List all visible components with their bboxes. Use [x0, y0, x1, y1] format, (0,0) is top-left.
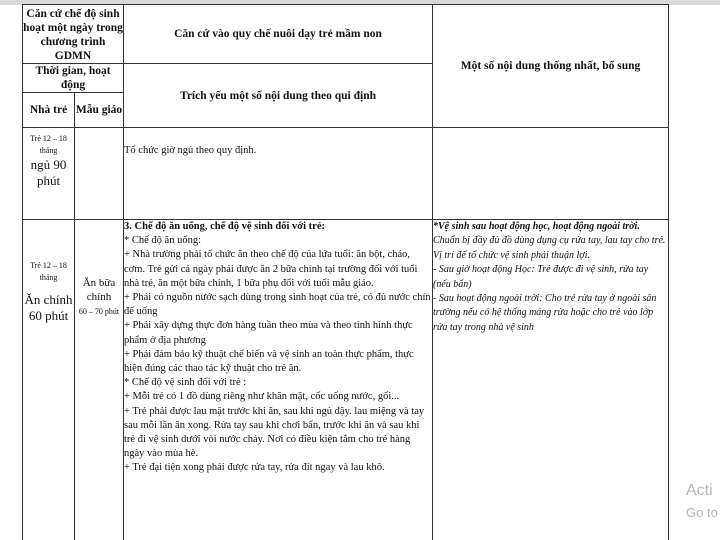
note-heading: *Vệ sinh sau hoạt động học, hoạt động ngoài trời.	[433, 221, 640, 232]
regulation-table	[22, 4, 669, 540]
watermark-line2: Go to	[686, 505, 718, 520]
list-item: + Phải đảm bảo kỹ thuật chế biến và vệ sinh an toàn thực phẩm, thực hiện đúng các thao tác kỹ thuật cho trẻ ăn.	[124, 348, 414, 375]
row2-mg-activity: Ăn bữa chính	[82, 277, 116, 303]
list-item: - Sau hoạt động ngoài trời: Cho trẻ rửa tay ở ngoài sân trường nếu có hệ thống máng rửa hoặc cho trẻ vào lớp rửa tay trong nhà vệ sinh	[433, 293, 657, 333]
row2-kindergarten-cell	[75, 220, 124, 540]
nha-tre-cell	[23, 93, 75, 128]
row1-kindergarten-cell	[75, 128, 124, 220]
watermark-line1: Acti	[686, 482, 713, 499]
row2-mg-duration: 60 – 70 phút	[78, 307, 120, 316]
row1-nursery-cell	[23, 128, 75, 220]
activation-watermark	[686, 480, 718, 524]
mau-giao-label: Mẫu giáo	[75, 104, 123, 116]
col1-title: Căn cứ chế độ sinh hoạt một ngày trong chương trình GDMN	[23, 8, 123, 62]
row2-activity: Ăn chính 60 phút	[24, 292, 73, 323]
time-activity-cell	[23, 64, 124, 93]
row2-nursery-cell	[23, 220, 75, 540]
row2-note-cell	[433, 220, 669, 540]
row1-regulation: Tổ chức giờ ngủ theo quy định.	[124, 145, 257, 156]
header-col1	[23, 5, 124, 64]
row2-age: Trẻ 12 – 18 tháng	[30, 261, 67, 282]
list-item: + Phải có nguồn nước sạch dùng trong sinh hoạt của trẻ, có đủ nước chín để uống	[124, 292, 431, 318]
row1-note-cell	[433, 128, 669, 220]
row2-regulation-cell	[124, 220, 433, 540]
list-item: + Nhà trường phải tổ chức ăn theo chế độ của lứa tuổi: ăn bột, cháo, cơm. Trẻ gửi cả ngày phải được ăn 2 bữa chính tại trường đối với tuổi nhà trẻ, ăn một bữa chính, 1 bữa phụ đối với tuổi mẫu giáo.	[124, 249, 418, 289]
table-row	[23, 128, 669, 220]
row1-regulation-cell	[124, 128, 433, 220]
header-col3	[433, 5, 669, 128]
list-item: Chuẩn bị đầy đủ đồ dùng dụng cụ rửa tay, lau tay cho trẻ. Vị trí để tổ chức vệ sinh phải thuận lợi.	[433, 235, 666, 261]
regulation-heading: 3. Chế độ ăn uống, chế độ vệ sinh đối với trẻ:	[124, 221, 325, 232]
row1-age: Trẻ 12 – 18 tháng	[30, 134, 67, 155]
list-item: * Chế độ ăn uống:	[124, 235, 202, 247]
list-item: + Trẻ đại tiện xong phải được rửa tay, rửa đít ngay và lau khô.	[124, 462, 385, 474]
row1-activity: ngủ 90 phút	[30, 157, 67, 188]
col3-title: Một số nội dung thống nhất, bổ sung	[460, 60, 641, 72]
excerpt-cell	[124, 64, 433, 128]
list-item: - Sau giờ hoạt động Học: Trẻ được đi vệ sinh, rửa tay (nếu bẩn)	[433, 264, 649, 290]
nha-tre-label: Nhà trẻ	[29, 104, 68, 116]
table-row	[23, 220, 669, 540]
excerpt-title: Trích yếu một số nội dung theo qui định	[180, 89, 376, 102]
header-row	[23, 5, 669, 64]
list-item: + Phải xây dựng thực đơn hàng tuần theo mùa và theo tình hình thực phẩm ở địa phương	[124, 320, 413, 346]
list-item: + Trẻ phải được lau mặt trước khi ăn, sau khi ngủ dậy. lau miệng và tay sau mỗi lần ăn xong. Rửa tay sau khi chơi bẩn, trước khi ăn và sau khi trẻ đi vệ sinh dưới vòi nước chảy. Nơi có điều kiện tắm cho trẻ hàng ngày vào mùa hè.	[124, 405, 425, 460]
col2-title: Căn cứ vào quy chế nuôi dạy trẻ mầm non	[174, 28, 382, 40]
list-item: + Mỗi trẻ có 1 đồ dùng riêng như khăn mặt, cốc uống nước, gối...	[124, 391, 400, 403]
time-activity-label: Thời gian, hoạt động	[35, 65, 111, 91]
header-col2	[124, 5, 433, 64]
mau-giao-cell	[75, 93, 124, 128]
list-item: * Chế độ vệ sinh đối với trẻ :	[124, 377, 247, 389]
